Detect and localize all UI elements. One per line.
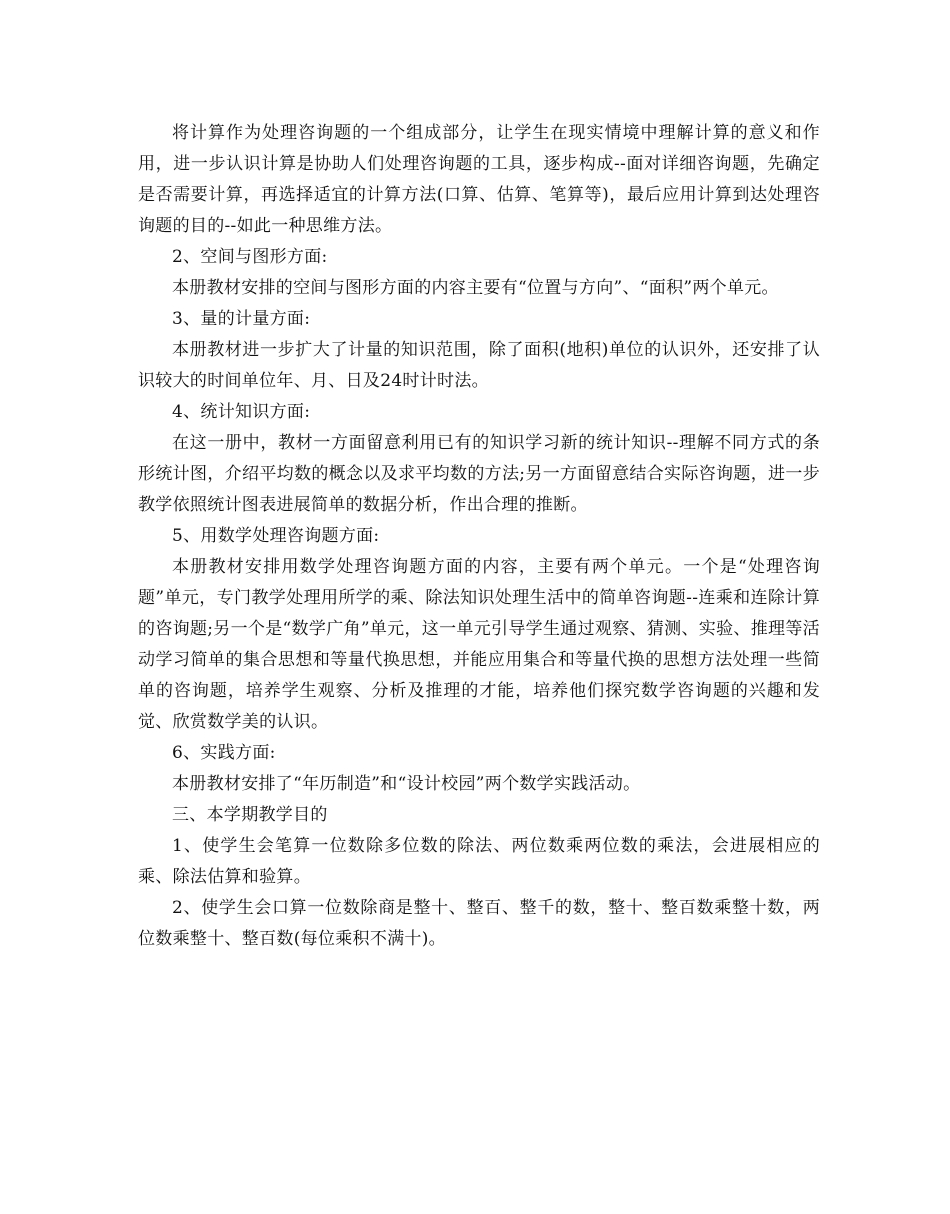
paragraph-statistics: 在这一册中，教材一方面留意利用已有的知识学习新的统计知识--理解不同方式的条形统计图，介绍平均数的概念以及求平均数的方法;另一方面留意结合实际咨询题，进一步教学依照统计图表进展简单的数据分析，作出合理的推断。 — [138, 433, 820, 515]
heading-problem-solving: 5、用数学处理咨询题方面: — [172, 526, 380, 546]
paragraph-goal-2: 2、使学生会口算一位数除商是整十、整百、整千的数，整十、整百数乘整十数，两位数乘整十、整百数(每位乘积不满十)。 — [138, 898, 820, 949]
paragraph-space-and-shape: 本册教材安排的空间与图形方面的内容主要有“位置与方向”、“面积”两个单元。 — [172, 278, 779, 298]
heading-measurement: 3、量的计量方面: — [172, 309, 311, 329]
paragraph-problem-solving: 本册教材安排用数学处理咨询题方面的内容，主要有两个单元。一个是“处理咨询题”单元，专门教学处理用所学的乘、除法知识处理生活中的简单咨询题--连乘和连除计算的咨询题;另一个是“数学广角”单元，这一单元引导学生通过观察、猜测、实验、推理等活动学习简单的集合思想和等量代换思想，并能应用集合和等量代换的思想方法处理一些简单的咨询题，培养学生观察、分析及推理的才能，培养他们探究数学咨询题的兴趣和发觉、欣赏数学美的认识。 — [138, 557, 820, 732]
paragraph-practice: 本册教材安排了“年历制造”和“设计校园”两个数学实践活动。 — [172, 774, 641, 794]
paragraph-calculation-intro: 将计算作为处理咨询题的一个组成部分，让学生在现实情境中理解计算的意义和作用，进一步认识计算是协助人们处理咨询题的工具，逐步构成--面对详细咨询题，先确定是否需要计算，再选择适宜的计算方法(口算、估算、笔算等)，最后应用计算到达处理咨询题的目的--如此一种思维方法。 — [138, 123, 820, 236]
heading-statistics: 4、统计知识方面: — [172, 402, 311, 422]
paragraph-goal-1: 1、使学生会笔算一位数除多位数的除法、两位数乘两位数的乘法，会进展相应的乘、除法估算和验算。 — [138, 836, 820, 887]
paragraph-measurement: 本册教材进一步扩大了计量的知识范围，除了面积(地积)单位的认识外，还安排了认识较大的时间单位年、月、日及24时计时法。 — [138, 340, 820, 391]
heading-teaching-goals: 三、本学期教学目的 — [172, 805, 328, 825]
heading-practice: 6、实践方面: — [172, 743, 276, 763]
document-body — [138, 118, 820, 955]
heading-space-and-shape: 2、空间与图形方面: — [172, 247, 328, 267]
